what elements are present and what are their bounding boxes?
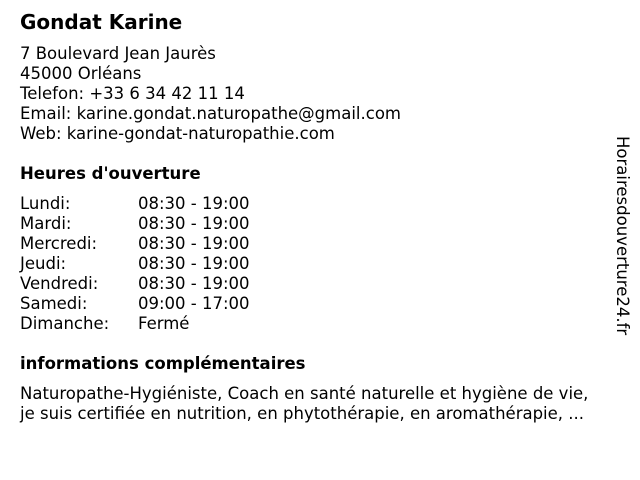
day-label: Mercredi:: [20, 234, 98, 253]
day-hours: 08:30 - 19:00: [138, 254, 250, 273]
business-name: Gondat Karine: [20, 10, 183, 34]
hours-row-wednesday: [20, 234, 250, 254]
site-watermark: Horairesdouverture24.fr: [613, 136, 632, 336]
additional-info-line-2: je suis certifiée en nutrition, en phytothérapie, en aromathérapie, ...: [20, 404, 585, 423]
day-label: Samedi:: [20, 294, 88, 313]
day-hours: 08:30 - 19:00: [138, 274, 250, 293]
additional-info-line-1: Naturopathe-Hygiéniste, Coach en santé naturelle et hygiène de vie,: [20, 384, 589, 403]
day-label: Dimanche:: [20, 314, 110, 333]
hours-row-sunday: [20, 314, 189, 334]
hours-row-friday: [20, 274, 250, 294]
phone-number: Telefon: +33 6 34 42 11 14: [20, 84, 245, 103]
day-hours: 08:30 - 19:00: [138, 214, 250, 233]
day-hours: 08:30 - 19:00: [138, 194, 250, 213]
day-label: Jeudi:: [20, 254, 67, 273]
address-street: 7 Boulevard Jean Jaurès: [20, 44, 216, 63]
hours-row-saturday: [20, 294, 250, 314]
additional-info-title: informations complémentaires: [20, 354, 306, 373]
email-address: Email: karine.gondat.naturopathe@gmail.com: [20, 104, 401, 123]
hours-row-thursday: [20, 254, 250, 274]
day-label: Lundi:: [20, 194, 71, 213]
address-city: 45000 Orléans: [20, 64, 142, 83]
day-hours: 08:30 - 19:00: [138, 234, 250, 253]
opening-hours-title: Heures d'ouverture: [20, 164, 201, 183]
day-hours: Fermé: [138, 314, 190, 333]
day-hours: 09:00 - 17:00: [138, 294, 250, 313]
day-label: Mardi:: [20, 214, 72, 233]
website-address: Web: karine-gondat-naturopathie.com: [20, 124, 335, 143]
day-label: Vendredi:: [20, 274, 99, 293]
hours-row-monday: [20, 194, 250, 214]
hours-row-tuesday: [20, 214, 250, 234]
